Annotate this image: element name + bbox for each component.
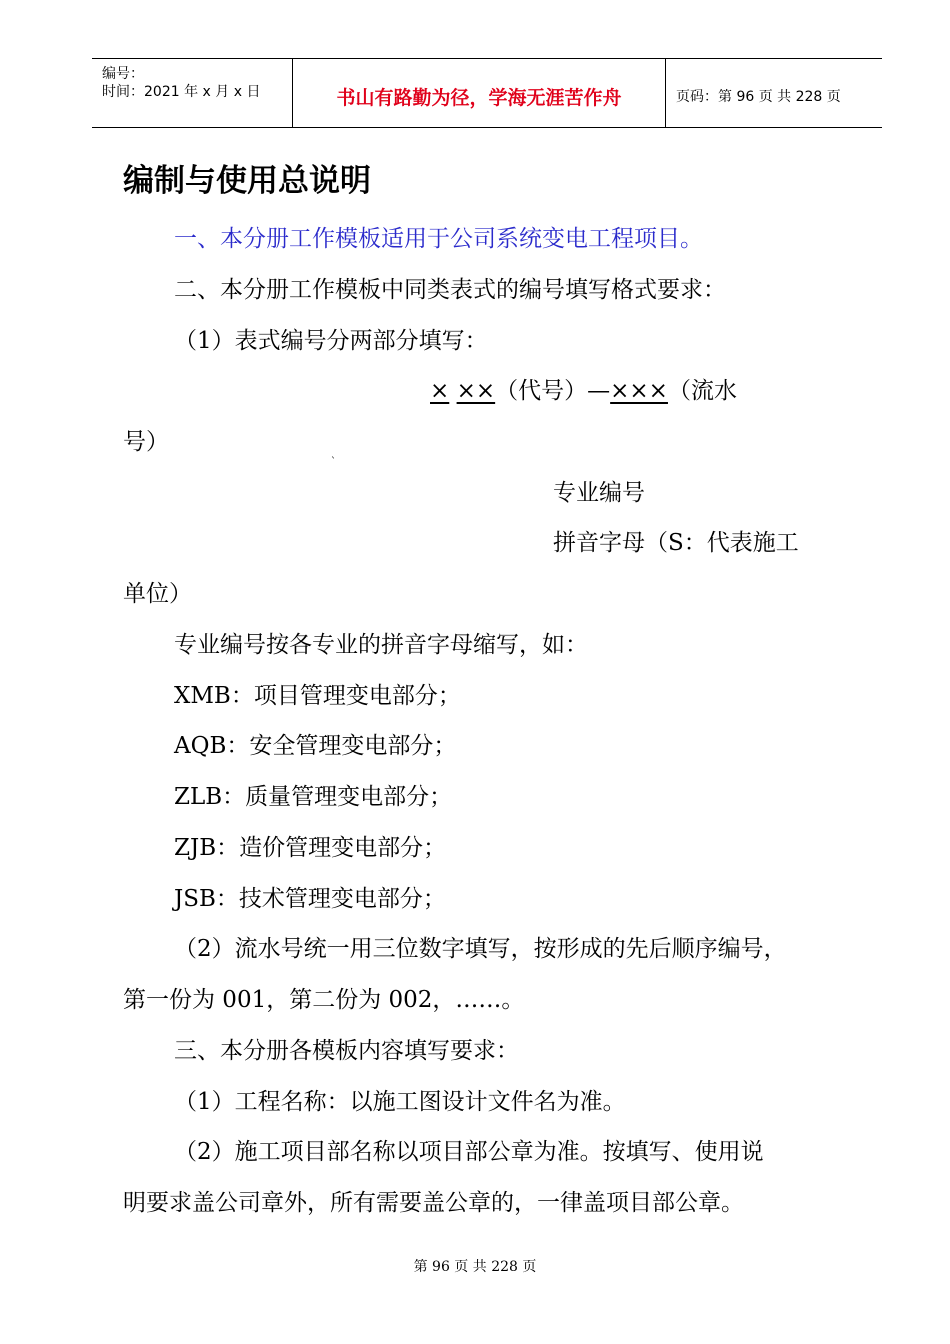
paragraph-4: 专业编号按各专业的拼音字母缩写，如：	[174, 632, 588, 658]
header-number-label: 编号：	[102, 66, 144, 82]
header-divider	[665, 59, 666, 127]
paragraph-7: （1）工程名称：以施工图设计文件名为准。	[174, 1089, 626, 1115]
code-part-c: （代号）—	[495, 378, 611, 404]
page-header	[92, 58, 882, 128]
header-time: 时间：2021 年 x 月 x 日	[102, 84, 261, 100]
tick-mark: `	[331, 457, 336, 468]
paragraph-5: （2）流水号统一用三位数字填写，按形成的先后顺序编号，	[174, 936, 787, 962]
label-pinyin-cont: 单位）	[123, 581, 192, 607]
code-format-cont: 号）	[123, 429, 169, 455]
list-item: JSB：技术管理变电部分；	[174, 886, 446, 912]
paragraph-8-cont: 明要求盖公司章外，所有需要盖公章的，一律盖项目部公章。	[123, 1190, 744, 1216]
page-title: 编制与使用总说明	[123, 163, 371, 199]
paragraph-3: （1）表式编号分两部分填写：	[174, 328, 488, 354]
page-footer: 第 96 页 共 228 页	[413, 1259, 537, 1275]
code-format-line	[430, 372, 737, 405]
label-major-number: 专业编号	[553, 480, 645, 506]
code-part-b: ××	[456, 378, 496, 404]
paragraph-6: 三、本分册各模板内容填写要求：	[174, 1038, 519, 1064]
list-item: ZJB：造价管理变电部分；	[174, 835, 447, 861]
paragraph-5-cont: 第一份为 001，第二份为 002，……。	[123, 987, 525, 1013]
paragraph-8: （2）施工项目部名称以项目部公章为准。按填写、使用说	[174, 1139, 764, 1165]
code-part-d: ×××	[610, 378, 668, 404]
header-page-number: 页码：第 96 页 共 228 页	[676, 89, 841, 105]
paragraph-2: 二、本分册工作模板中同类表式的编号填写格式要求：	[174, 277, 726, 303]
header-motto: 书山有路勤为径，学海无涯苦作舟	[336, 87, 622, 109]
code-part-e: （流水	[667, 378, 737, 404]
list-item: ZLB：质量管理变电部分；	[174, 784, 453, 810]
paragraph-1: 一、本分册工作模板适用于公司系统变电工程项目。	[174, 226, 703, 252]
code-part-a: ×	[430, 378, 450, 404]
list-item: XMB：项目管理变电部分；	[174, 683, 461, 709]
label-pinyin: 拼音字母（S：代表施工	[553, 530, 799, 556]
list-item: AQB：安全管理变电部分；	[174, 733, 457, 759]
